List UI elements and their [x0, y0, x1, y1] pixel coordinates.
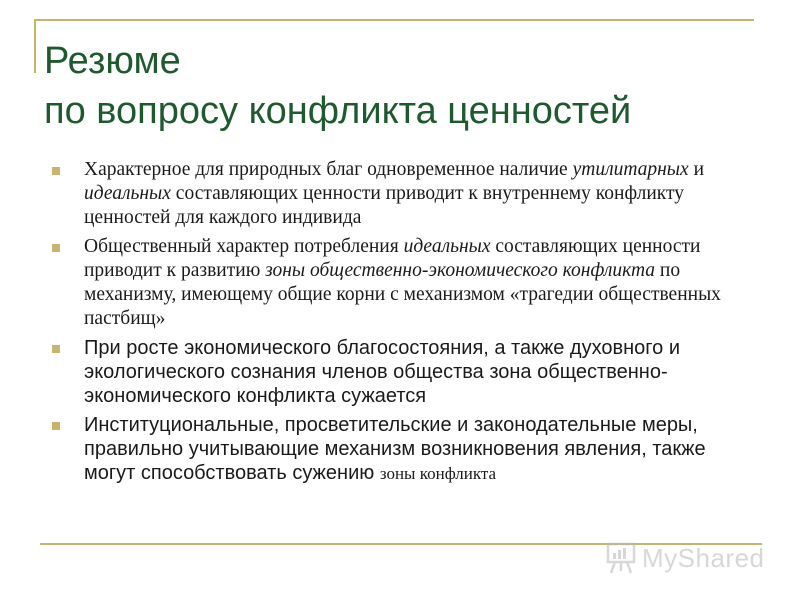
bullet-item-2: Общественный характер потребления идеальных составляющих ценности приводит к развитию зоны общественно-экономического конфликта по механизму, имеющему общие корни с механизмом «трагедии общественных пастбищ»	[52, 235, 752, 331]
bullet-item-4: Институциональные, просветительские и законодательные меры, правильно учитывающие механизм возникновения явления, также могут способствовать сужению зоны конфликта	[52, 413, 752, 486]
top-rule	[34, 19, 754, 21]
watermark	[606, 538, 776, 578]
title-line-2: по вопросу конфликта ценностей	[44, 90, 632, 132]
square-bullet-icon	[52, 244, 60, 252]
left-rule	[34, 19, 36, 73]
bullet-item-1: Характерное для природных благ одновременное наличие утилитарных и идеальных составляющих ценности приводит к внутреннему конфликту ценностей для каждого индивида	[52, 158, 752, 230]
title-line-1: Резюме	[44, 40, 181, 82]
slide-title	[44, 36, 764, 136]
square-bullet-icon	[52, 422, 60, 430]
watermark-text: MyShared	[642, 542, 765, 573]
bullet-item-3: При росте экономического благосостояния, а также духовного и экологического сознания членов общества зона общественно-экономического конфликта сужается	[52, 336, 752, 408]
square-bullet-icon	[52, 345, 60, 353]
presentation-board-icon	[606, 541, 636, 575]
bullet-list	[52, 158, 752, 486]
square-bullet-icon	[52, 167, 60, 175]
